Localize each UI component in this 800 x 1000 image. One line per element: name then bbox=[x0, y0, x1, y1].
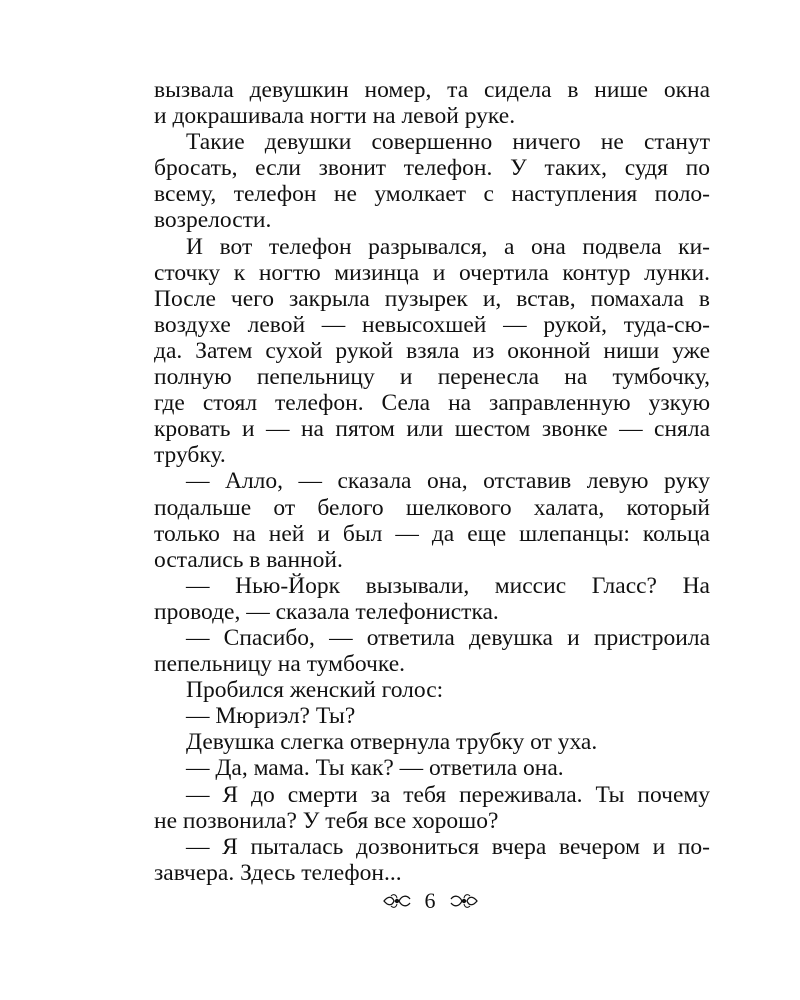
text-line: — Я пыталась дозвониться вчера вечером и по- bbox=[186, 833, 710, 860]
text-line: воздухе левой — невысохшей — рукой, туда-сю- bbox=[154, 311, 710, 338]
text-line: пепельницу на тумбочке. bbox=[154, 651, 406, 678]
page-footer bbox=[0, 884, 800, 918]
text-line: Девушка слегка отвернула трубку от уха. bbox=[186, 729, 598, 756]
text-line: — Мюриэл? Ты? bbox=[186, 703, 356, 730]
text-line: проводе, — сказала телефонистка. bbox=[154, 598, 499, 625]
text-line: завчера. Здесь телефон... bbox=[154, 859, 402, 886]
text-line: — Нью-Йорк вызывали, миссис Гласс? На bbox=[186, 572, 710, 599]
text-line: — Я до смерти за тебя переживала. Ты почему bbox=[186, 781, 710, 808]
text-line: не позвонила? У тебя все хорошо? bbox=[154, 807, 499, 834]
text-line: полную пепельницу и перенесла на тумбочку, bbox=[154, 364, 710, 391]
text-line: Пробился женский голос: bbox=[186, 677, 444, 704]
fleuron-ornament-icon bbox=[383, 893, 411, 909]
page-number: 6 bbox=[424, 888, 436, 913]
text-line: трубку. bbox=[154, 442, 226, 469]
text-line: — Да, мама. Ты как? — ответила она. bbox=[186, 755, 564, 782]
book-page-text bbox=[154, 77, 710, 886]
text-line: да. Затем сухой рукой взяла из оконной ниши уже bbox=[154, 337, 710, 364]
text-line: бросать, если звонит телефон. У таких, судя по bbox=[154, 155, 710, 182]
text-line: Такие девушки совершенно ничего не станут bbox=[186, 129, 710, 156]
fleuron-ornament-icon bbox=[450, 893, 478, 909]
text-line: всему, телефон не умолкает с наступления поло- bbox=[154, 181, 710, 208]
text-line: сточку к ногтю мизинца и очертила контур лунки. bbox=[154, 259, 710, 286]
text-line: И вот телефон разрывался, а она подвела ки- bbox=[186, 233, 710, 260]
text-line: только на ней и был — да еще шлепанцы: кольца bbox=[154, 520, 710, 547]
text-line: остались в ванной. bbox=[154, 546, 343, 573]
text-line: где стоял телефон. Села на заправленную узкую bbox=[154, 390, 710, 417]
text-line: кровать и — на пятом или шестом звонке — сняла bbox=[154, 416, 710, 443]
text-line: и докрашивала ногти на левой руке. bbox=[154, 103, 516, 130]
text-line: подальше от белого шелкового халата, который bbox=[154, 494, 710, 521]
text-line: — Алло, — сказала она, отставив левую руку bbox=[186, 468, 710, 495]
text-line: вызвала девушкин номер, та сидела в нише окна bbox=[154, 77, 710, 103]
text-line: — Спасибо, — ответила девушка и пристроила bbox=[186, 624, 710, 651]
text-line: возрелости. bbox=[154, 207, 272, 234]
text-line: После чего закрыла пузырек и, встав, помахала в bbox=[154, 285, 710, 312]
